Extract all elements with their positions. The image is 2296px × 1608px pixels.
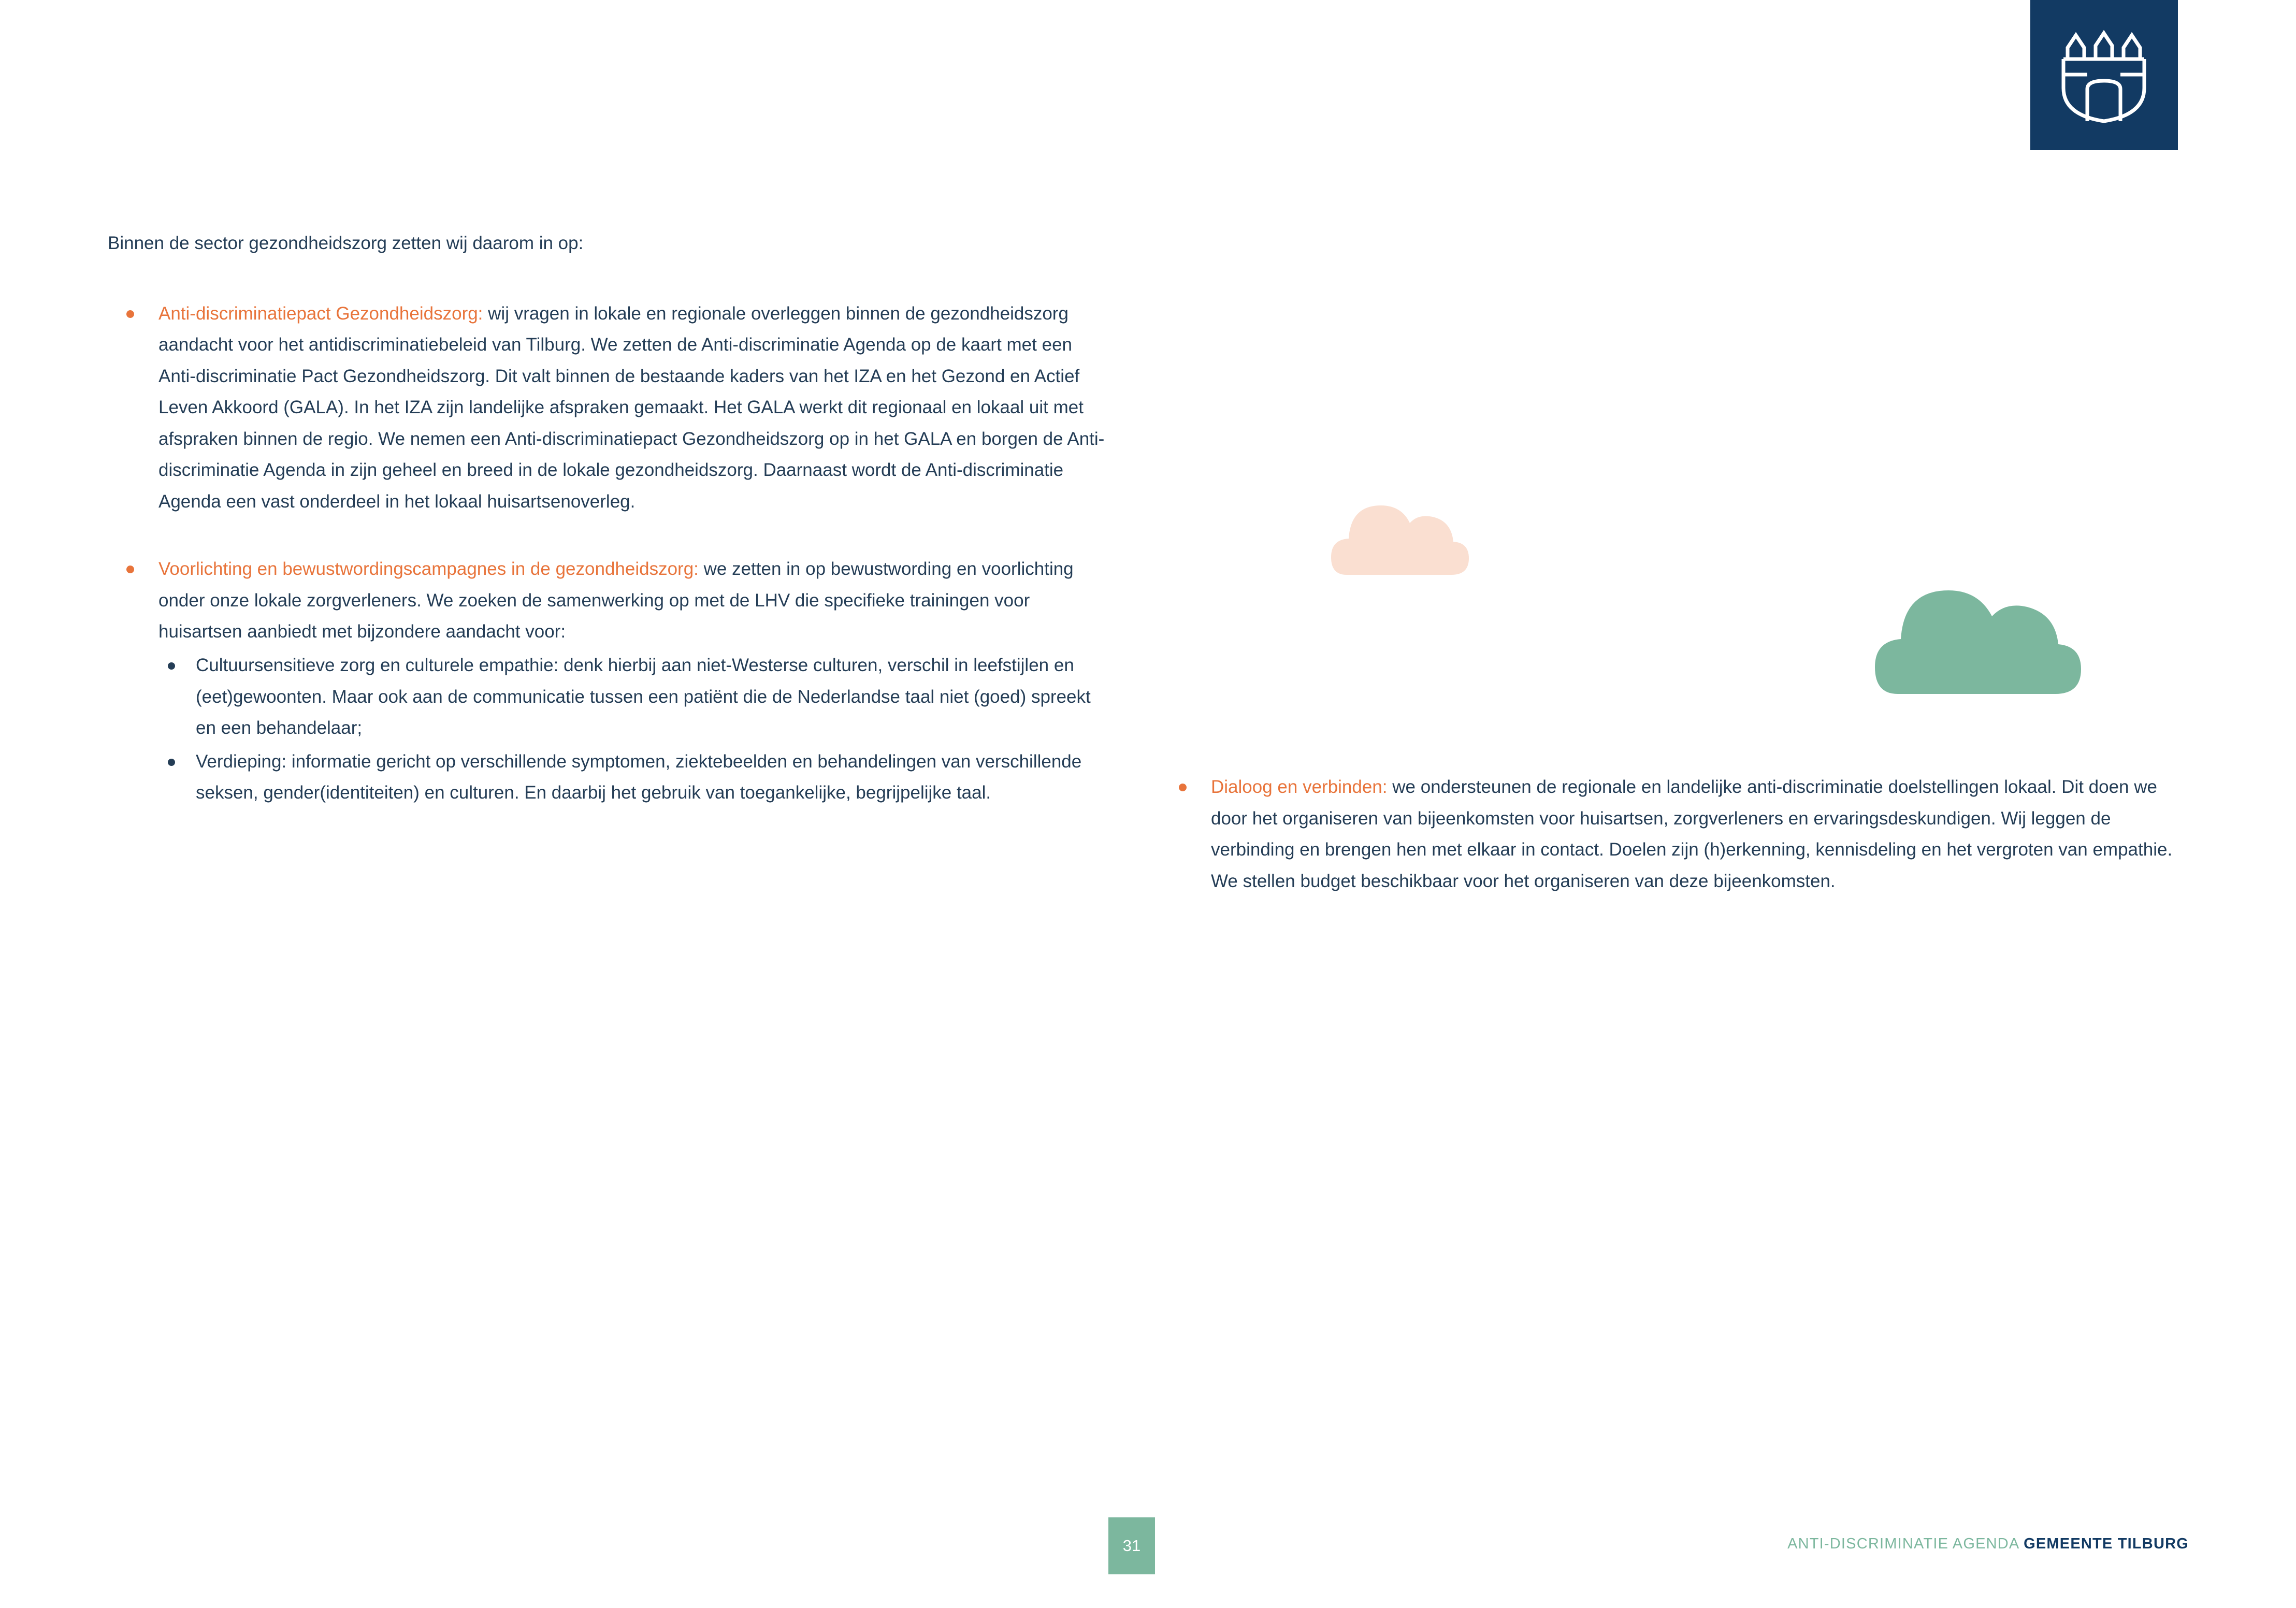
- bullet-lead: Anti-discriminatiepact Gezondheidszorg:: [158, 303, 483, 324]
- list-item: [1160, 772, 2175, 897]
- bullet-text: we ondersteunen de regionale en landelijke anti-discriminatie doelstellingen lokaal. Dit doen we door het organiseren van bijeenkomsten voor huisartsen, zorgverleners en ervaringsdeskundigen. Wij leggen de verbinding en brengen hen met elkaar in contact. Doelen zijn (h)erkenning, kennisdeling en het vergroten van empathie. We stellen budget beschikbaar voor het organiseren van deze bijeenkomsten.: [1211, 777, 2173, 891]
- right-bullet-list: [1160, 772, 2175, 897]
- list-item: [108, 298, 1107, 518]
- left-text-column: [108, 228, 1107, 809]
- footer-label-agenda: ANTI-DISCRIMINATIE AGENDA: [1787, 1535, 2024, 1552]
- sub-bullet-list: [158, 650, 1107, 809]
- footer-label: [1787, 1535, 2189, 1553]
- bullet-text: wij vragen in lokale en regionale overleggen binnen de gezondheidszorg aandacht voor het antidiscriminatiebeleid van Tilburg. We zetten de Anti-discriminatie Agenda op de kaart met een Anti-discriminatie Pact Gezondheidszorg. Dit valt binnen de bestaande kaders van het IZA en het Gezond en Actief Leven Akkoord (GALA). In het IZA zijn landelijke afspraken gemaakt. Het GALA werkt dit regionaal en lokaal uit met afspraken binnen de regio. We nemen een Anti-discriminatiepact Gezondheidszorg op in het GALA en borgen de Anti-discriminatie Agenda in zijn geheel en breed in de lokale gezondheidszorg. Daarnaast wordt de Anti-discriminatie Agenda een vast onderdeel in het lokaal huisartsenoverleg.: [158, 303, 1105, 512]
- coat-of-arms-icon: [2056, 27, 2152, 125]
- page-number-badge: 31: [1108, 1517, 1155, 1574]
- list-item: Verdieping: informatie gericht op verschillende symptomen, ziektebeelden en behandelingen van verschillende seksen, gender(identiteiten) en culturen. En daarbij het gebruik van toegankelijke, begrijpelijke taal.: [158, 746, 1107, 809]
- bullet-lead: Dialoog en verbinden:: [1211, 777, 1388, 797]
- left-bullet-list: [108, 298, 1107, 809]
- bullet-lead: Voorlichting en bewustwordingscampagnes in de gezondheidszorg:: [158, 559, 699, 580]
- cloud-decoration-green: [1875, 518, 2175, 694]
- intro-paragraph: Binnen de sector gezondheidszorg zetten wij daarom in op:: [108, 233, 584, 253]
- footer-label-municipality: GEMEENTE TILBURG: [2024, 1535, 2189, 1552]
- tilburg-logo: [2030, 0, 2178, 150]
- cloud-decoration-peach: [1331, 456, 1533, 575]
- bullet-text: we zetten in op bewustwording en voorlichting onder onze lokale zorgverleners. We zoeken de samenwerking op met de LHV die specifieke trainingen voor huisartsen aanbiedt met bijzondere aandacht voor:: [158, 559, 1074, 642]
- list-item: Cultuursensitieve zorg en culturele empathie: denk hierbij aan niet-Westerse culturen, verschil in leefstijlen en (eet)gewoonten. Maar ook aan de communicatie tussen een patiënt die de Nederlandse taal niet (goed) spreekt en een behandelaar;: [158, 650, 1107, 744]
- list-item: [108, 554, 1107, 808]
- right-text-column: [1160, 772, 2175, 897]
